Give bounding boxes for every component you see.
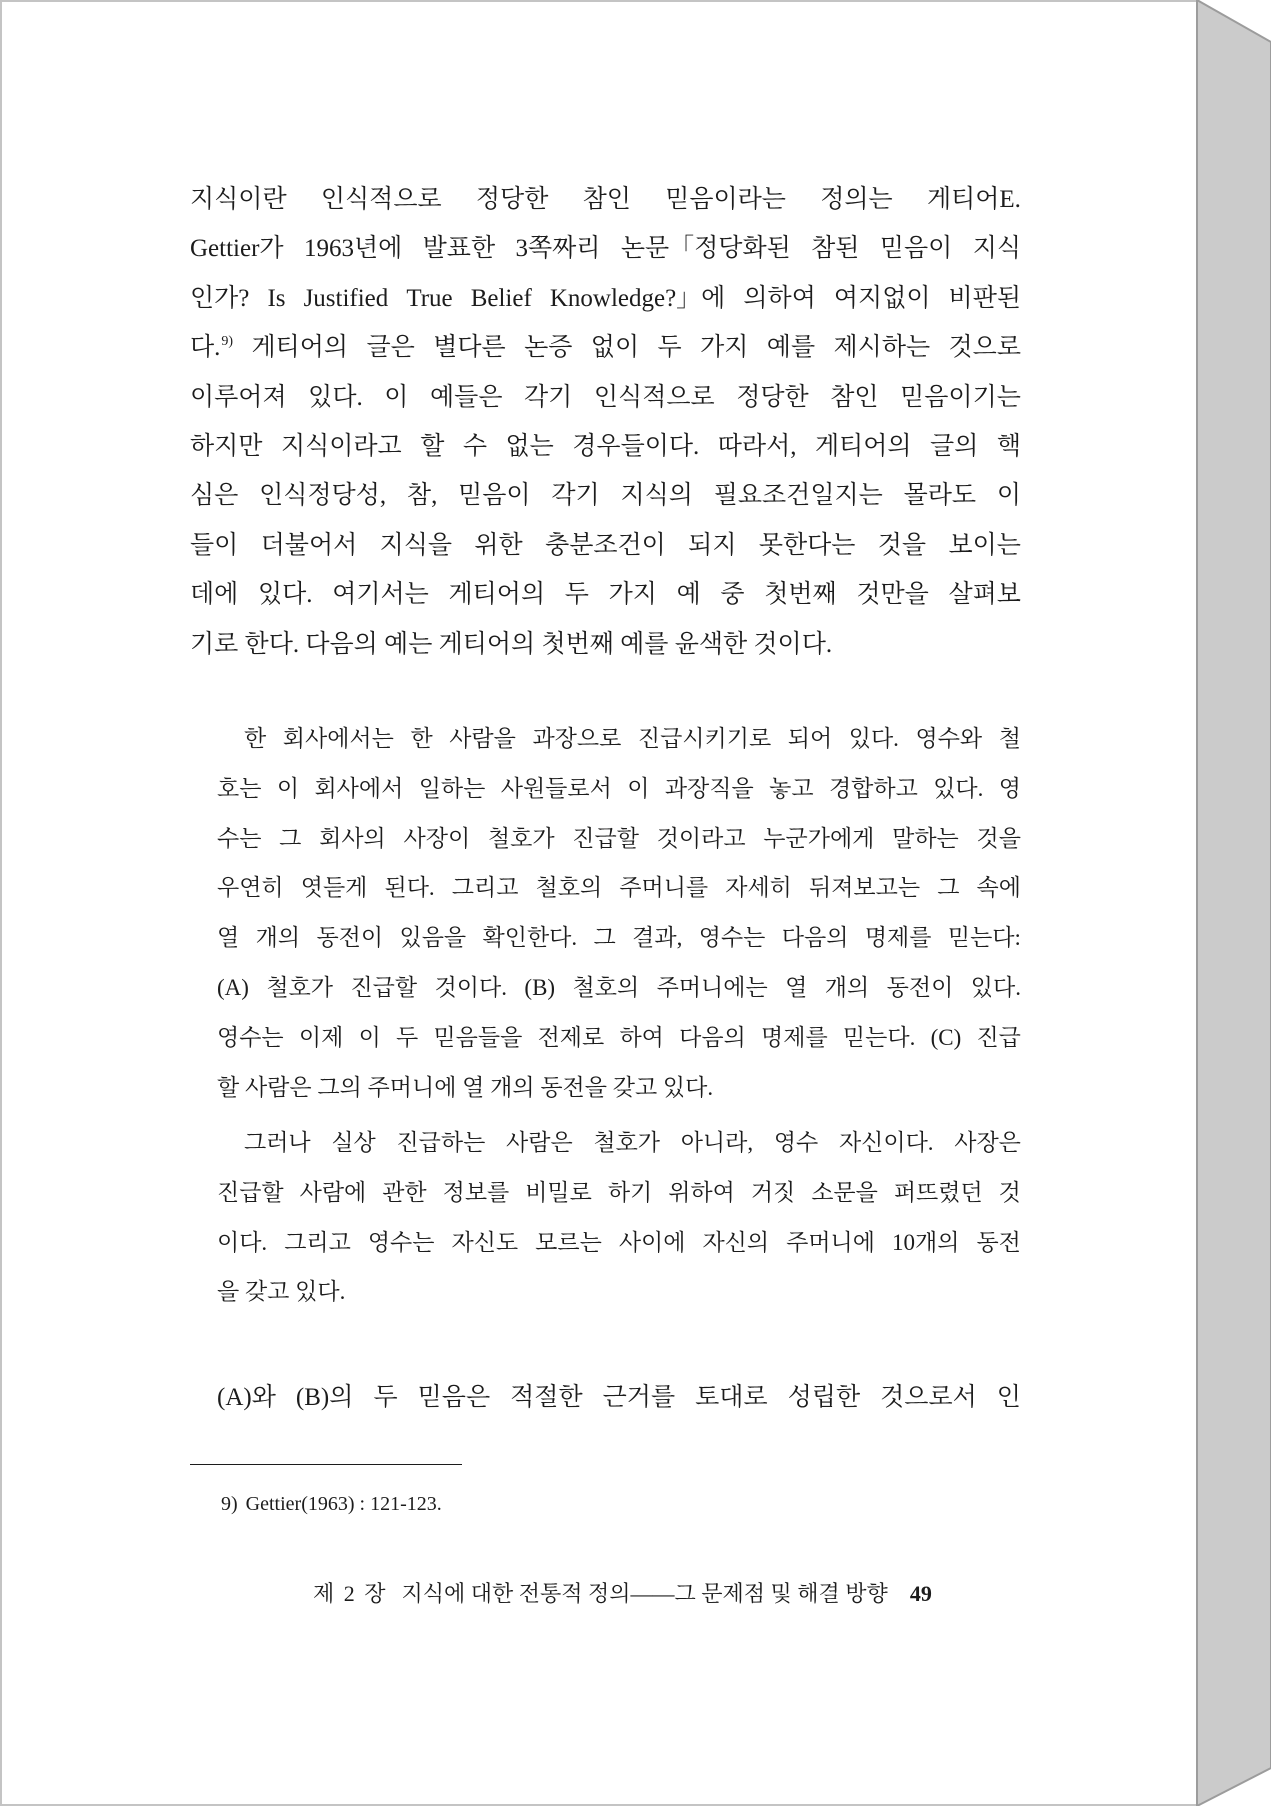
word: 영수는 [217,1024,284,1050]
word: 충분조건이 [545,531,666,559]
text-line [217,1373,1021,1422]
word: 다음의 [679,1024,746,1050]
page-number: 49 [909,1581,932,1606]
word: 회사에서는 [282,726,394,751]
text-line [217,863,1021,913]
word: 정당한 [475,186,549,213]
word: 사람을 [449,726,516,751]
word: 더불어서 [260,531,358,559]
word: 있다. [257,581,313,609]
text-line-last: 기로 한다. 다음의 예는 게티어의 첫번째 예를 윤색한 것이다. [190,630,833,658]
word: 경우들이다. [572,432,700,460]
word: 개의 [824,974,870,1000]
word: 못한다는 [758,531,856,559]
word: 확인한다. [482,925,578,951]
word: 철 [998,726,1021,751]
word [190,323,233,372]
word: 믿는다. [842,1024,916,1050]
text-line [217,814,1021,864]
word: 누군가에게 [763,825,875,851]
word: 거짓 [750,1179,796,1205]
example-paragraph-1 [217,714,1021,1112]
word: 수 [462,432,487,460]
word: 주머니에는 [656,974,768,1000]
footnote-number: 9) [221,1493,238,1515]
word: 영수는 [698,925,766,951]
word: 되어 [787,726,833,751]
word: 한 [244,726,267,751]
word: 각기 [551,482,600,510]
word: 회사에서 [314,775,404,801]
word: 철호의 [535,875,603,901]
word: 각기 [524,383,573,411]
text-line [190,175,1021,224]
word: (B) [524,974,556,1000]
word: 동전이 [886,974,954,1000]
word: 주머니에 [786,1229,875,1255]
word: 이루어져 [190,383,287,411]
word: 인식정당성, [259,482,387,510]
word: 속에 [976,875,1021,901]
text-line [217,913,1021,963]
word: 게티어의 [448,581,546,609]
word: 여기서는 [332,581,429,609]
word: 명제를 [864,925,932,951]
word: 전제로 [537,1024,605,1050]
word: 일하는 [418,775,486,801]
word: 1963년에 [303,235,403,263]
word: Gettier가 [190,235,284,263]
word: 없는 [505,432,554,460]
word: 진급하는 [396,1130,486,1155]
word: 지식이라고 [280,432,402,460]
word: 이 [384,383,409,411]
word: 참인 [582,186,631,213]
word: 소문을 [811,1179,878,1205]
word: 진급할 [350,974,418,1000]
word: 진급시키기로 [637,726,772,751]
word: 한 [410,726,433,751]
word: 하여 [619,1024,664,1050]
word: 우연히 [217,875,284,901]
text-line [217,1218,1021,1268]
text-line [190,224,1021,273]
word: 과장직을 [664,775,754,801]
word: 사람에 [299,1179,367,1205]
word: 되지 [688,531,737,559]
word: 영 [998,775,1021,801]
text-line [217,764,1021,814]
word: 믿는다: [947,925,1021,951]
word: 사장이 [403,825,471,851]
word: 지식의 [620,482,693,510]
text-line-last: 할 사람은 그의 주머니에 열 개의 동전을 갖고 있다. [217,1074,714,1100]
word: 참, [406,482,438,510]
word: 있음을 [399,925,467,951]
word: 그 [593,925,616,951]
footnote [221,1489,442,1519]
word: 비판된 [948,284,1021,312]
word: 철호의 [572,974,640,1000]
word: 토대로 [695,1384,768,1411]
word: 철호가 [593,1130,661,1155]
word: Knowledge?」에 [549,284,726,312]
word: 위한 [474,531,523,559]
word: 자신도 [451,1229,519,1255]
word: 하기 [607,1179,653,1205]
text-line [217,963,1021,1013]
word: 위하여 [668,1179,735,1205]
footnote-reference: 9) [221,334,234,350]
word: 주머니를 [619,875,709,901]
word: 논문「정당화된 [620,235,791,263]
word: 자세히 [725,875,792,901]
word: 있다. [308,383,363,411]
word: 믿음이 [458,482,531,510]
word: (B)의 [295,1384,354,1411]
word: 있다. [933,775,984,801]
example-paragraph-2 [217,1118,1021,1317]
text-line [190,373,1021,422]
word: 예 [676,581,701,609]
word: 논증 [524,334,573,362]
word: 아니라, [680,1130,754,1155]
word: (A) [217,974,249,1000]
chapter-label: 제 2 장 [313,1581,388,1606]
word: 이 [358,1024,381,1050]
word: 것이라고 [656,825,746,851]
word: 10개의 [892,1229,960,1255]
word: 믿음은 [417,1384,491,1411]
word: 진급 [976,1024,1021,1050]
word: 철호가 [487,825,555,851]
word: 영수와 [915,726,983,751]
word: 사이에 [618,1229,686,1255]
word: 인식적으로 [320,186,442,213]
word: 것으로서 [880,1384,977,1411]
word: 의하여 [743,284,816,312]
word: 진급할 [572,825,639,851]
word: 근거를 [602,1384,676,1411]
word: 된다. [384,875,435,901]
word: 두 [396,1024,419,1050]
word: 이 [276,775,300,801]
word: 이 [996,482,1021,510]
word: 제시하는 [833,334,931,362]
word: 비밀로 [525,1179,592,1205]
footnote-text: Gettier(1963) : 121-123. [245,1493,442,1515]
word: 3쪽짜리 [515,235,601,263]
word: 여지없이 [833,284,931,312]
text-line [217,1118,1021,1168]
word: 그리고 [284,1229,351,1255]
word: Is [267,284,286,312]
line-lead-text: 다. [190,334,221,362]
word: 믿음들을 [433,1024,523,1050]
word: (A)와 [217,1384,276,1411]
word: 적절한 [510,1384,583,1411]
body-paragraph-1 [190,175,1021,669]
word: 정보를 [442,1179,510,1205]
word: 예들은 [430,383,503,411]
word: 할 [420,432,445,460]
word: 믿음이라는 [665,186,786,213]
word: 영수 [773,1130,819,1155]
word: 동전 [976,1229,1021,1255]
word: 믿음이기는 [900,383,1021,411]
word: 두 [373,1384,398,1411]
word: 것으로 [948,334,1021,362]
word: 것이다. [434,974,507,1000]
word: 그리고 [451,875,519,901]
page-thickness-shape [1197,0,1271,1806]
word: 동전이 [316,925,384,951]
text-line-with-footnote-ref [190,323,1021,372]
word: 놓고 [769,775,814,801]
word: 영수는 [367,1229,435,1255]
word: 가지 [700,334,749,362]
word: (C) [930,1024,962,1050]
word: 필요조건일지는 [713,482,883,510]
word: 몰라도 [903,482,977,510]
word: 수는 [217,825,262,851]
word: 심은 [190,482,239,510]
text-line [190,521,1021,570]
word: 두 [657,334,682,362]
word: 퍼뜨렸던 [893,1179,983,1205]
word: 별다른 [433,334,506,362]
word: 보이는 [948,531,1021,559]
word: 호는 [217,775,262,801]
word: 경합하고 [828,775,918,801]
text-line [217,1168,1021,1218]
word: 철호가 [266,974,334,1000]
word: 자신이다. [838,1130,934,1155]
word: 결과, [632,925,683,951]
word: 게티어의 [251,334,349,362]
word: Belief [470,284,532,312]
word: 사원들로서 [500,775,612,801]
text-line [217,714,1021,764]
word: 이다. [217,1229,268,1255]
word: 인식적으로 [593,383,715,411]
word: Justified [303,284,389,312]
word: 첫번째 [764,581,837,609]
word: 인가? [190,284,250,312]
word: 글의 [930,432,979,460]
word: 것을 [877,531,927,559]
word: 것만을 [856,581,929,609]
word: 개의 [255,925,301,951]
word: 있다. [970,974,1021,1000]
word: 게티어의 [814,432,912,460]
word: 엿듣게 [300,875,368,901]
word: 이제 [298,1024,344,1050]
word: 진급할 [217,1179,284,1205]
word: 열 [785,974,808,1000]
text-line [190,422,1021,471]
word: 말하는 [892,825,959,851]
word: 실상 [331,1130,376,1155]
word: 모르는 [535,1229,602,1255]
text-line [190,274,1021,323]
word: 이 [627,775,650,801]
word: 들이 [190,531,239,559]
word: 중 [720,581,745,609]
word: 회사의 [319,825,386,851]
word: True [406,284,453,312]
word: 다음의 [781,925,849,951]
word: 정당한 [736,383,809,411]
word: 그 [279,825,302,851]
word: 과장으로 [532,726,622,751]
word: 글은 [366,334,415,362]
word: 성립한 [787,1384,861,1411]
word: 사람은 [506,1130,573,1155]
word: 두 [564,581,589,609]
word: 게티어E. [926,186,1021,213]
word: 핵 [996,432,1021,460]
word: 지식이란 [190,186,287,213]
word: 관한 [382,1179,427,1205]
text-line [217,1013,1021,1063]
word: 있다. [848,726,899,751]
word: 참인 [830,383,879,411]
word: 것을 [976,825,1021,851]
chapter-title: 지식에 대한 전통적 정의——그 문제점 및 해결 방향 [401,1581,888,1606]
word: 예를 [766,334,816,362]
word: 살펴보 [948,581,1021,609]
word: 것 [998,1179,1021,1205]
word: 열 [217,925,240,951]
word: 지식을 [379,531,453,559]
word: 지식 [972,235,1021,263]
word: 참된 [811,235,860,263]
body-paragraph-2 [217,1373,1021,1422]
text-line-last: 을 갖고 있다. [217,1279,346,1305]
word: 그 [937,875,960,901]
word: 따라서, [717,432,797,460]
word: 하지만 [190,432,263,460]
word: 믿음이 [879,235,953,263]
word: 가지 [608,581,657,609]
word: 인 [996,1384,1021,1411]
word: 명제를 [761,1024,828,1050]
word: 발표한 [422,235,496,263]
word: 뒤져보고는 [809,875,921,901]
word: 없이 [590,334,640,362]
footnote-divider [190,1464,462,1465]
word: 그러나 [244,1130,311,1155]
word: 정의는 [820,186,893,213]
word: 자신의 [702,1229,770,1255]
running-footer [313,1577,932,1611]
word: 데에 [190,581,239,609]
text-line [190,570,1021,619]
word: 사장은 [954,1130,1021,1155]
text-line [190,471,1021,520]
